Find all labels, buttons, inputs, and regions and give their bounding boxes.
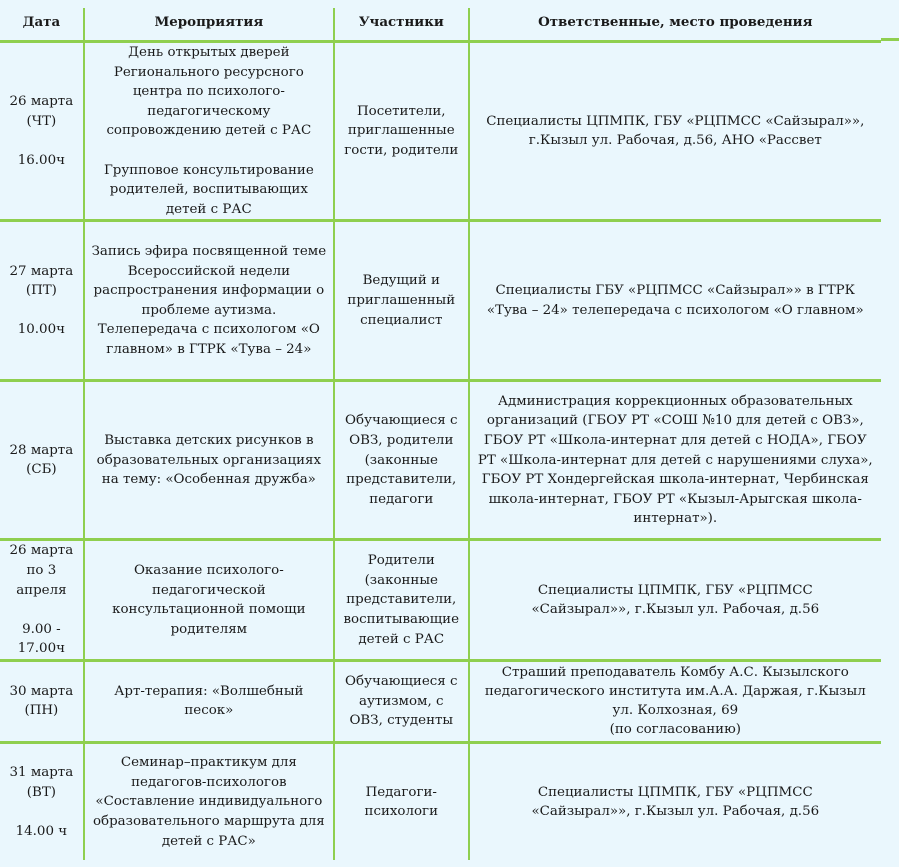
responsible-cell: Специалисты ЦПМПК, ГБУ «РЦПМСС «Сайзырал»», г.Кызыл ул. Рабочая, д.56	[469, 742, 881, 860]
participants-cell: Обучающиеся с аутизмом, с ОВЗ, студенты	[334, 660, 469, 742]
date-text: 27 марта	[9, 263, 74, 279]
time-text: 10.00ч	[17, 322, 65, 338]
responsible-note: (по согласованию)	[609, 722, 741, 738]
participants-cell: Ведущий и приглашенный специалист	[334, 221, 469, 381]
event-cell: Выставка детских рисунков в образовательных организациях на тему: «Особенная дружба»	[84, 381, 334, 540]
date-cell	[0, 42, 84, 221]
date-text: 28 марта	[9, 442, 74, 458]
participants-cell: Родители (законные представители, воспитывающие детей с РАС	[334, 540, 469, 661]
header-participants: Участники	[334, 8, 469, 42]
responsible-cell: Администрация коррекционных образовательных организаций (ГБОУ РТ «СОШ №10 для детей с ОВЗ», ГБОУ РТ «Школа-интернат для детей с НОДА», ГБОУ РТ «Школа-интернат для детей с нарушениями слуха», ГБОУ РТ Хондергейская школа-интернат, Чербинская школа-интернат, ГБОУ РТ «Кызыл-Арыгская школа-интернат»).	[469, 381, 881, 540]
table-header-row	[0, 8, 881, 42]
time-text: 16.00ч	[17, 152, 65, 168]
event-extra-text: Групповое консультирование родителей, воспитывающих детей с РАС	[103, 162, 314, 217]
date-text: 26 марта	[9, 93, 74, 109]
event-extra-text: Телепередача с психологом «О главном» в ГТРК «Тува – 24»	[97, 322, 320, 358]
date-text: 30 марта	[9, 683, 74, 699]
responsible-cell: Специалисты ЦПМПК, ГБУ «РЦПМСС «Сайзырал»», г.Кызыл ул. Рабочая, д.56	[469, 540, 881, 661]
header-date: Дата	[0, 8, 84, 42]
header-responsible: Ответственные, место проведения	[469, 8, 881, 42]
participants-cell: Педагоги-психологи	[334, 742, 469, 860]
event-cell: Семинар–практикум для педагогов-психологов «Составление индивидуального образовательного маршрута для детей с РАС»	[84, 742, 334, 860]
header-events: Мероприятия	[84, 8, 334, 42]
table-row	[0, 742, 881, 860]
weekday-text: (СБ)	[26, 462, 57, 478]
date-cell	[0, 660, 84, 742]
date-text: 26 марта по 3 апреля	[9, 543, 74, 598]
date-text: 31 марта	[9, 764, 74, 780]
event-text: День открытых дверей Регионального ресурсного центра по психолого-педагогическому сопровождению детей с РАС	[106, 45, 312, 139]
events-schedule-table	[0, 8, 881, 860]
date-cell	[0, 540, 84, 661]
table-row	[0, 381, 881, 540]
responsible-cell: Специалисты ЦПМПК, ГБУ «РЦПМСС «Сайзырал»», г.Кызыл ул. Рабочая, д.56, АНО «Рассвет	[469, 42, 881, 221]
table-row	[0, 540, 881, 661]
event-text: Запись эфира посвященной теме Всероссийской недели распространения информации о проблеме аутизма.	[91, 244, 327, 318]
weekday-text: (ПТ)	[25, 283, 57, 299]
table-row	[0, 221, 881, 381]
weekday-text: (ЧТ)	[26, 113, 57, 129]
event-cell	[84, 221, 334, 381]
responsible-cell	[469, 660, 881, 742]
weekday-text: (ВТ)	[26, 784, 56, 800]
participants-cell: Обучающиеся с ОВЗ, родители (законные представители, педагоги	[334, 381, 469, 540]
responsible-cell: Специалисты ГБУ «РЦПМСС «Сайзырал»» в ГТРК «Тува – 24» телепередача с психологом «О главном»	[469, 221, 881, 381]
event-cell: Арт-терапия: «Волшебный песок»	[84, 660, 334, 742]
event-cell: Оказание психолого-педагогической консультационной помощи родителям	[84, 540, 334, 661]
participants-cell: Посетители, приглашенные гости, родители	[334, 42, 469, 221]
date-cell	[0, 221, 84, 381]
date-cell	[0, 381, 84, 540]
time-text: 9.00 - 17.00ч	[17, 621, 65, 657]
event-cell	[84, 42, 334, 221]
weekday-text: (ПН)	[24, 703, 59, 719]
time-text: 14.00 ч	[15, 823, 68, 839]
header-divider-line	[881, 38, 899, 41]
responsible-text: Страший преподаватель Комбу А.С. Кызылского педагогического института им.А.А. Даржая, г.Кызыл ул. Колхозная, 69	[484, 665, 866, 719]
table-row	[0, 660, 881, 742]
date-cell	[0, 742, 84, 860]
table-row	[0, 42, 881, 221]
